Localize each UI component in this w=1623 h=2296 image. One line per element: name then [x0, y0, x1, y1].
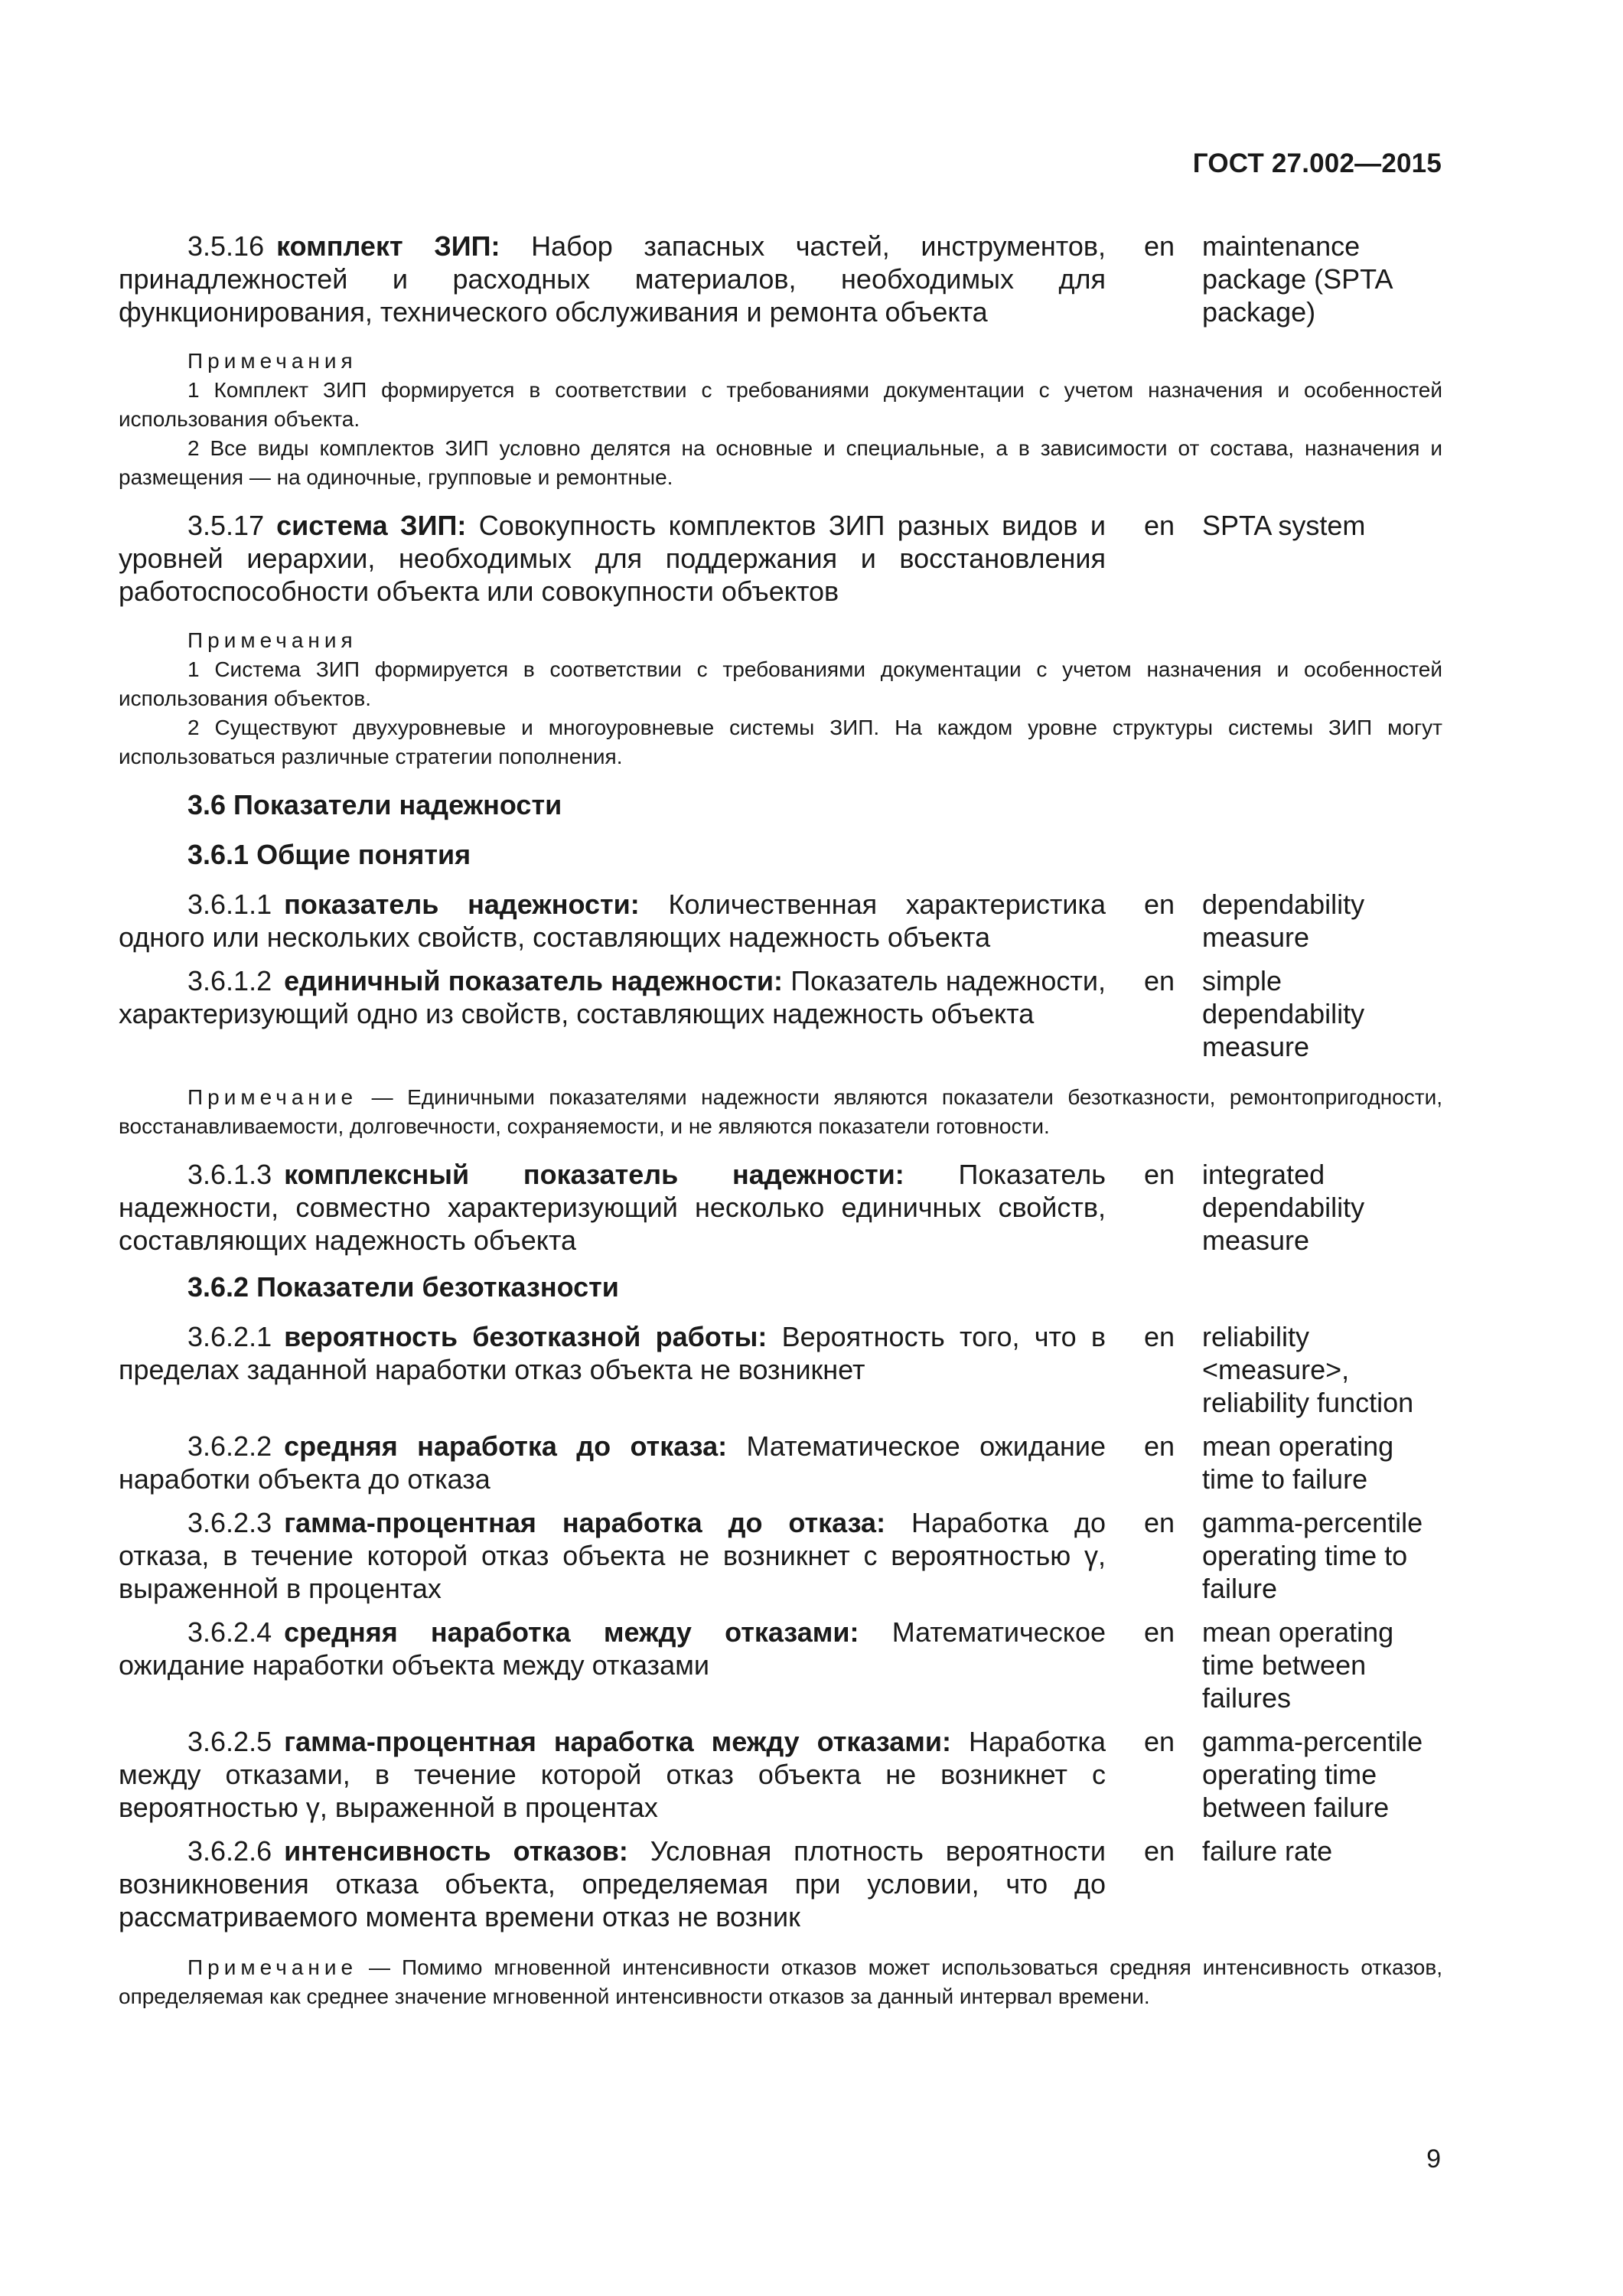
language-code: en — [1144, 1616, 1175, 1648]
notes-block — [119, 347, 1442, 492]
term-entry-3-6-2-6 — [119, 1835, 1442, 1933]
term-name: система ЗИП: — [276, 510, 467, 541]
term-definition: Показатель надежности, характеризующий одно из свойств, составляющих надежность объекта — [119, 965, 1106, 1029]
english-equivalent: failure rate — [1202, 1835, 1333, 1867]
term-entry-3-6-2-2 — [119, 1430, 1442, 1495]
term-definition: Наработка между отказами, в течение которой отказ объекта не возникнет с вероятностью γ, выраженной в процентах — [119, 1726, 1106, 1823]
note-text: — Помимо мгновенной интенсивности отказов может использоваться средняя интенсивность отказов, определяемая как среднее значение мгновенной интенсивности отказов за данный интервал времени. — [119, 1955, 1442, 2008]
term-number: 3.6.2.1 — [187, 1321, 272, 1352]
term-number: 3.6.1.3 — [187, 1159, 272, 1190]
english-equivalent: gamma-percentile operating time to failure — [1202, 1507, 1423, 1604]
term-definition: Математическое ожидание наработки объекта до отказа — [119, 1430, 1106, 1495]
term-number: 3.5.17 — [187, 510, 265, 541]
term-entry-3-6-2-5 — [119, 1725, 1442, 1824]
english-equivalent: SPTA system — [1202, 510, 1366, 541]
english-equivalent: simple dependability measure — [1202, 965, 1365, 1062]
english-equivalent: reliability <measure>, reliability function — [1202, 1321, 1414, 1418]
language-code: en — [1144, 230, 1175, 262]
language-code: en — [1144, 889, 1175, 920]
term-number: 3.6.2.5 — [187, 1726, 272, 1757]
term-definition: Наработка до отказа, в течение которой отказ объекта не возникнет с вероятностью γ, выраженной в процентах — [119, 1507, 1106, 1604]
term-number: 3.5.16 — [187, 230, 265, 262]
section-heading-3-6-2: 3.6.2 Показатели безотказности — [187, 1271, 619, 1303]
english-equivalent: mean operating time to failure — [1202, 1430, 1394, 1495]
document-header: ГОСТ 27.002—2015 — [1192, 148, 1442, 178]
english-equivalent: integrated dependability measure — [1202, 1159, 1365, 1256]
term-number: 3.6.1.2 — [187, 965, 272, 996]
term-entry-3-6-1-2 — [119, 964, 1442, 1063]
term-name: средняя наработка между отказами: — [284, 1616, 859, 1648]
note-2: 2 Все виды комплектов ЗИП условно делятся на основные и специальные, а в зависимости от состава, назначения и размещения — на одиночные, групповые и ремонтные. — [119, 436, 1442, 489]
term-entry-3-5-16 — [119, 230, 1442, 328]
english-equivalent: dependability measure — [1202, 889, 1365, 953]
term-name: показатель надежности: — [284, 889, 640, 920]
term-name: комплект ЗИП: — [276, 230, 500, 262]
language-code: en — [1144, 1507, 1175, 1538]
notes-title: Примечания — [187, 628, 357, 652]
document-body — [119, 230, 1442, 2028]
note-label: Примечание — [187, 1955, 358, 1979]
note-2: 2 Существуют двухуровневые и многоуровневые системы ЗИП. На каждом уровне структуры системы ЗИП могут использоваться различные стратегии пополнения. — [119, 716, 1442, 768]
language-code: en — [1144, 1430, 1175, 1462]
english-equivalent: mean operating time between failures — [1202, 1616, 1394, 1714]
english-equivalent: maintenance package (SPTA package) — [1202, 230, 1392, 328]
note-block — [119, 1953, 1442, 2011]
term-definition: Показатель надежности, совместно характеризующий несколько единичных свойств, составляющих надежность объекта — [119, 1159, 1106, 1256]
notes-block — [119, 626, 1442, 771]
term-entry-3-5-17 — [119, 509, 1442, 608]
note-1: 1 Система ЗИП формируется в соответствии с требованиями документации с учетом назначения и особенностей использования объектов. — [119, 657, 1442, 710]
term-name: комплексный показатель надежности: — [284, 1159, 904, 1190]
term-definition: Вероятность того, что в пределах заданной наработки отказ объекта не возникнет — [119, 1321, 1106, 1385]
language-code: en — [1144, 1835, 1175, 1867]
note-1: 1 Комплект ЗИП формируется в соответствии с требованиями документации с учетом назначения и особенностей использования объекта. — [119, 378, 1442, 431]
section-heading-3-6: 3.6 Показатели надежности — [187, 789, 562, 820]
term-entry-3-6-2-3 — [119, 1506, 1442, 1605]
term-definition: Количественная характеристика одного или нескольких свойств, составляющих надежность объекта — [119, 889, 1106, 953]
section-heading-3-6-1: 3.6.1 Общие понятия — [187, 839, 471, 870]
language-code: en — [1144, 965, 1175, 996]
term-entry-3-6-1-1 — [119, 888, 1442, 954]
term-definition: Совокупность комплектов ЗИП разных видов и уровней иерархии, необходимых для поддержания и восстановления работоспособности объекта или совокупности объектов — [119, 510, 1106, 607]
term-entry-3-6-2-1 — [119, 1320, 1442, 1419]
term-definition: Набор запасных частей, инструментов, принадлежностей и расходных материалов, необходимых для функционирования, технического обслуживания и ремонта объекта — [119, 230, 1106, 328]
term-number: 3.6.2.3 — [187, 1507, 272, 1538]
language-code: en — [1144, 510, 1175, 541]
note-text: — Единичными показателями надежности являются показатели безотказности, ремонтопригодности, восстанавливаемости, долговечности, сохраняемости, и не являются показатели готовности. — [119, 1085, 1442, 1138]
term-entry-3-6-2-4 — [119, 1616, 1442, 1714]
term-name: гамма-процентная наработка до отказа: — [284, 1507, 886, 1538]
term-definition: Условная плотность вероятности возникновения отказа объекта, определяемая при условии, что до рассматриваемого момента времени отказ не возник — [119, 1835, 1106, 1932]
term-number: 3.6.2.2 — [187, 1430, 272, 1462]
term-name: единичный показатель надежности: — [284, 965, 783, 996]
note-block — [119, 1083, 1442, 1141]
term-definition: Математическое ожидание наработки объекта между отказами — [119, 1616, 1106, 1681]
page-number: 9 — [1426, 2144, 1441, 2174]
term-number: 3.6.1.1 — [187, 889, 272, 920]
term-name: средняя наработка до отказа: — [284, 1430, 728, 1462]
term-name: вероятность безотказной работы: — [284, 1321, 768, 1352]
term-number: 3.6.2.4 — [187, 1616, 272, 1648]
language-code: en — [1144, 1159, 1175, 1190]
language-code: en — [1144, 1321, 1175, 1352]
term-name: гамма-процентная наработка между отказами: — [284, 1726, 952, 1757]
note-label: Примечание — [187, 1085, 358, 1109]
notes-title: Примечания — [187, 349, 357, 373]
language-code: en — [1144, 1726, 1175, 1757]
term-number: 3.6.2.6 — [187, 1835, 272, 1867]
term-entry-3-6-1-3 — [119, 1158, 1442, 1257]
term-name: интенсивность отказов: — [284, 1835, 628, 1867]
english-equivalent: gamma-percentile operating time between failure — [1202, 1726, 1423, 1823]
